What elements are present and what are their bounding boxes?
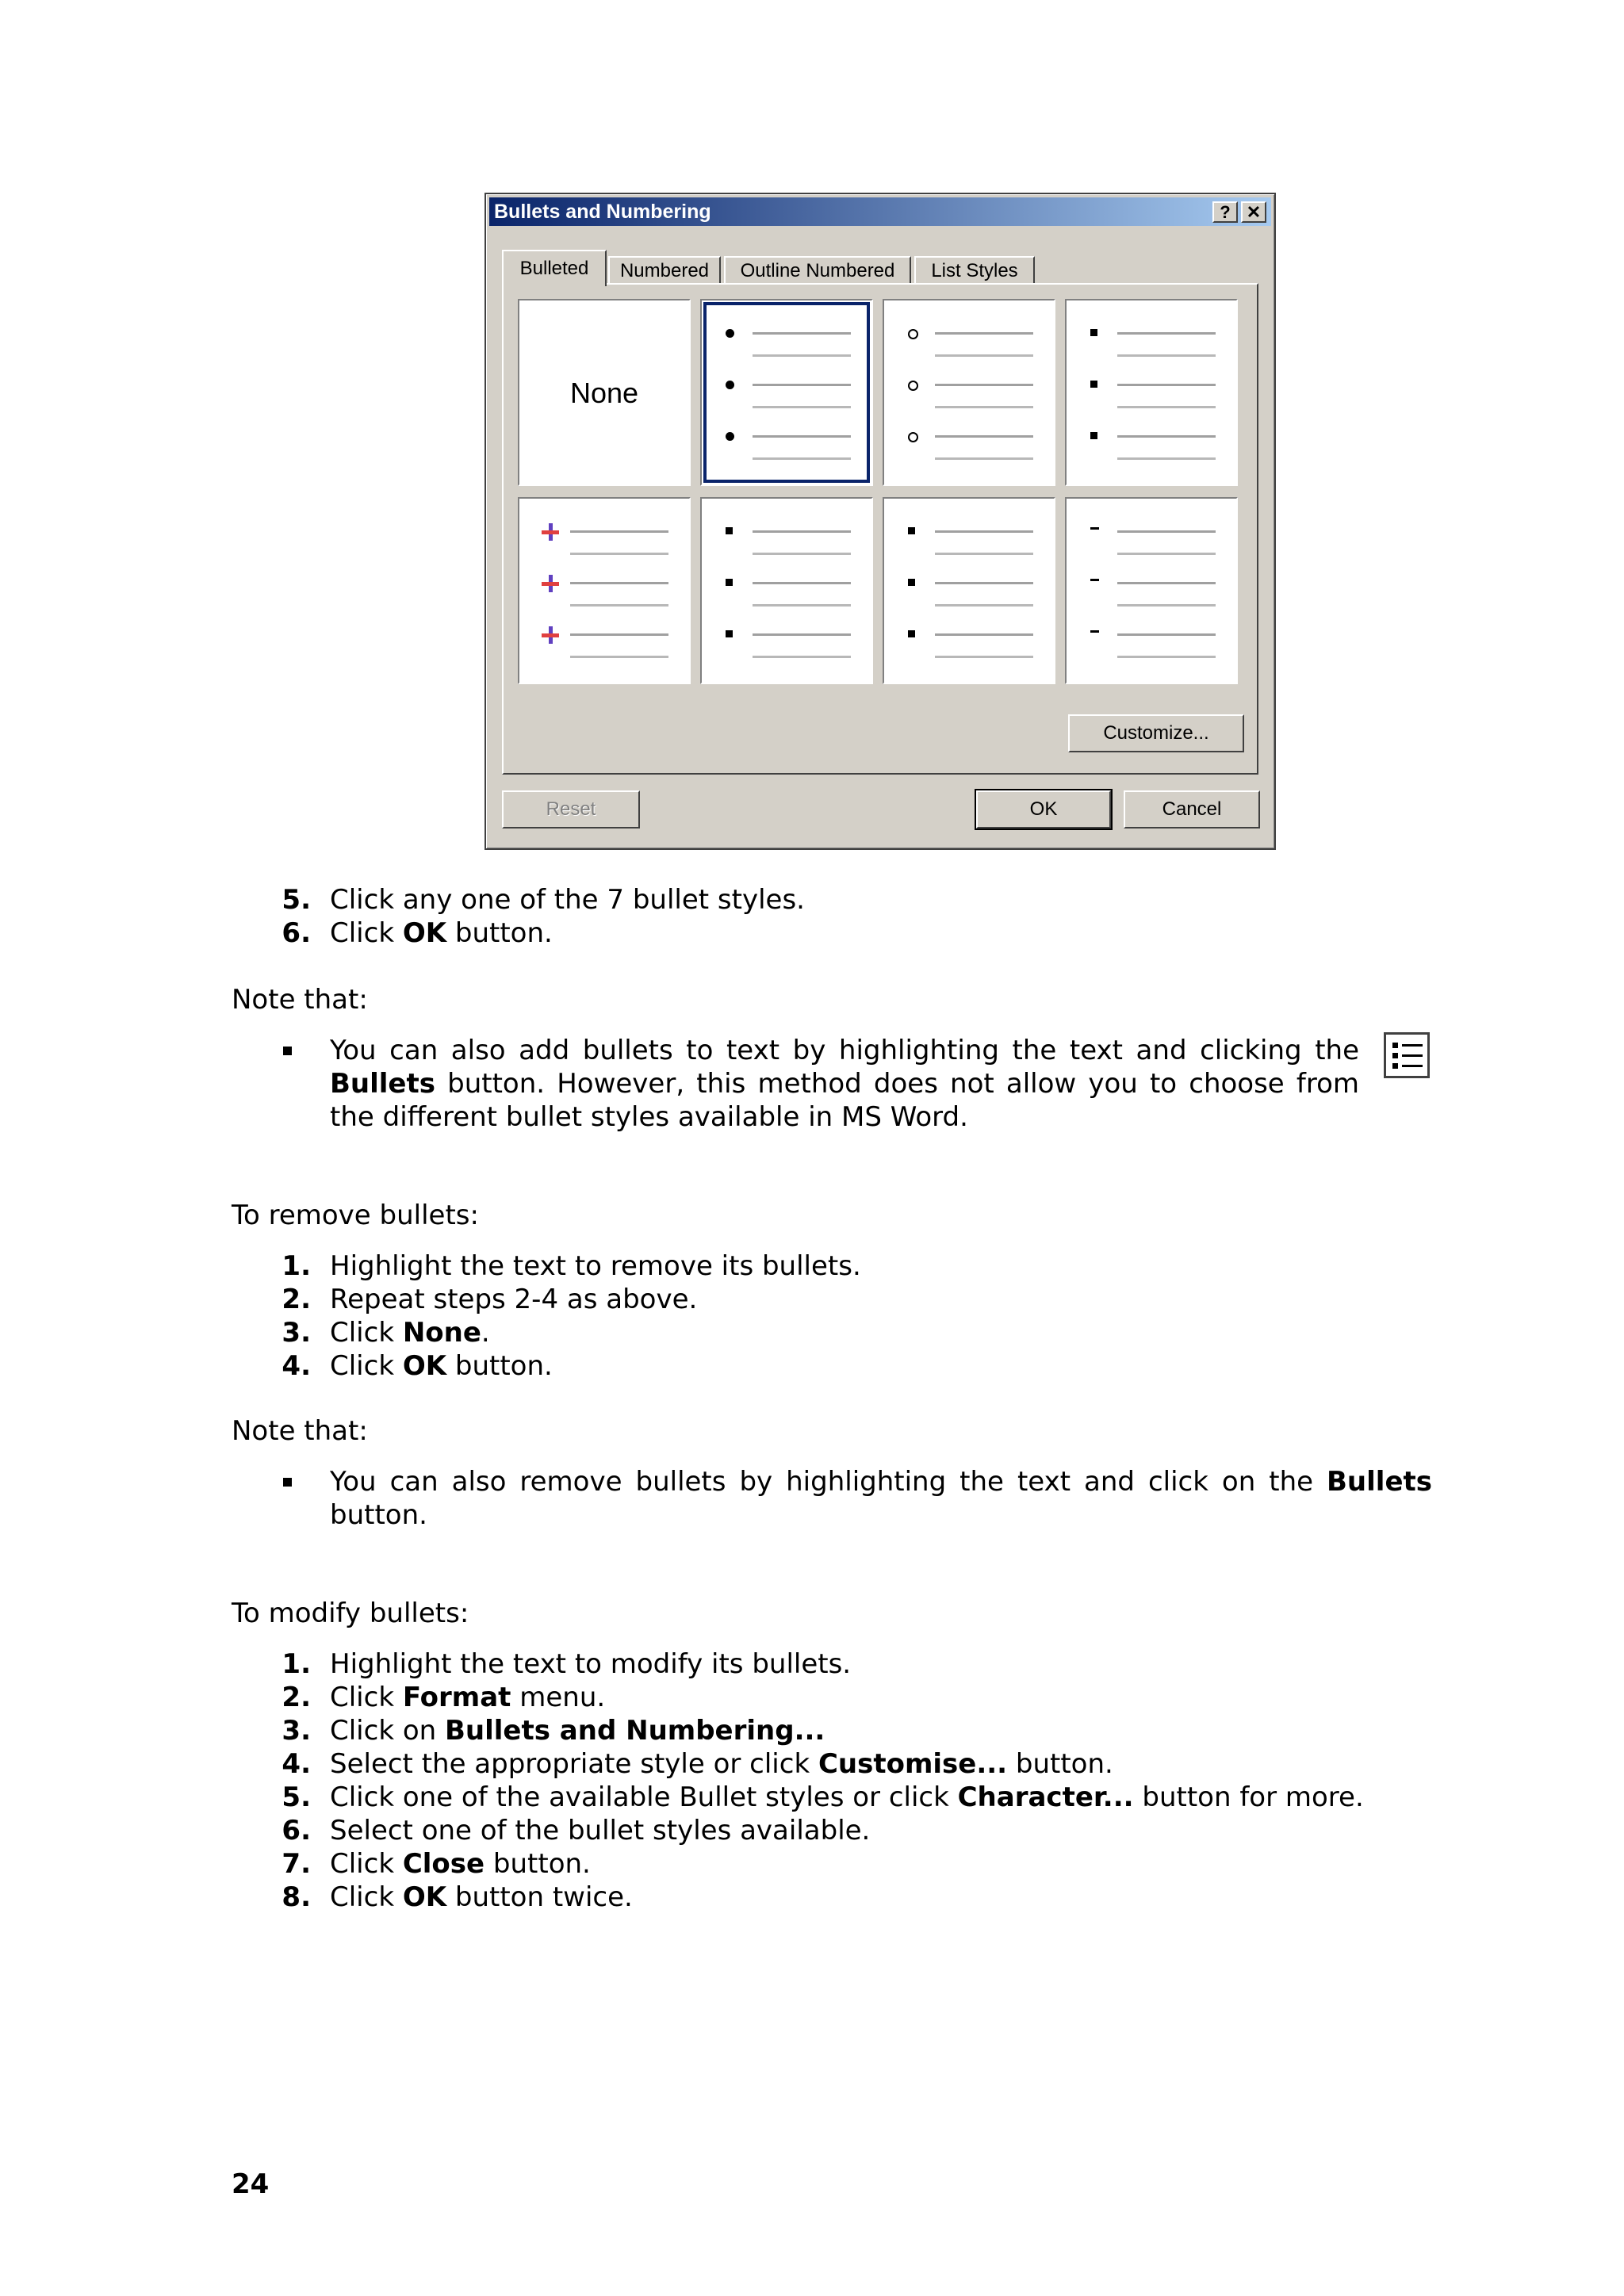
- step-text: [330, 1814, 870, 1847]
- step-text: [330, 1847, 591, 1881]
- text-run: Bullets: [330, 1068, 435, 1100]
- text-line: [753, 656, 851, 658]
- text-run: button.: [1007, 1748, 1113, 1780]
- step-text: [330, 1781, 1364, 1814]
- tab-numbered[interactable]: Numbered: [608, 256, 721, 285]
- step-number: 3.: [282, 1715, 311, 1747]
- bullet-style-square[interactable]: [700, 497, 873, 684]
- step-text: [330, 916, 553, 950]
- text-run: OK: [402, 917, 447, 949]
- bullet-glyph-icon: [1090, 381, 1097, 388]
- note-label-2: Note that:: [232, 1415, 368, 1447]
- customize-button[interactable]: Customize...: [1068, 714, 1244, 752]
- step-number: 8.: [282, 1881, 311, 1913]
- tab-list-styles[interactable]: List Styles: [914, 256, 1035, 285]
- text-line: [1117, 530, 1216, 533]
- step-number: 6.: [282, 1815, 311, 1846]
- text-run: Format: [402, 1682, 511, 1713]
- note-bullet-2: [283, 1478, 292, 1487]
- text-run: Click any one of the 7 bullet styles.: [330, 884, 805, 916]
- bullet-glyph-icon: [908, 432, 918, 442]
- text-run: You can also add bullets to text by highlighting the text and clicking the: [330, 1035, 1359, 1066]
- text-line: [1117, 435, 1216, 438]
- text-run: button.: [446, 1350, 553, 1382]
- text-line: [753, 457, 851, 460]
- text-line: [570, 633, 668, 636]
- text-line: [753, 384, 851, 386]
- text-line: [935, 633, 1033, 636]
- step-number: 4.: [282, 1748, 311, 1780]
- bullet-glyph-icon: [908, 329, 918, 339]
- text-line: [935, 354, 1033, 357]
- text-line: [1117, 553, 1216, 555]
- text-run: Bullets and Numbering...: [444, 1715, 825, 1747]
- text-run: button.: [330, 1499, 427, 1531]
- text-line: [1117, 582, 1216, 584]
- bullet-style-square-alt[interactable]: [883, 497, 1055, 684]
- text-line: [1117, 457, 1216, 460]
- text-run: Customise...: [818, 1748, 1008, 1780]
- bullet-glyph-icon: [542, 523, 559, 541]
- text-run: Click: [330, 917, 403, 949]
- bullet-style-none[interactable]: [518, 299, 691, 486]
- text-run: button. However, this method does not allow you to choose from the different bullet styles available in MS Word.: [330, 1068, 1359, 1133]
- text-line: [753, 553, 851, 555]
- bullet-style-dash[interactable]: [1065, 497, 1238, 684]
- note-remove-bullets-text: [330, 1465, 1432, 1532]
- text-line: [1117, 384, 1216, 386]
- bullet-glyph-icon: [1090, 432, 1097, 439]
- text-line: [1117, 656, 1216, 658]
- bullet-glyph-icon: [726, 381, 734, 389]
- text-line: [1117, 354, 1216, 357]
- text-run: .: [481, 1317, 490, 1349]
- bullet-glyph-icon: [542, 575, 559, 592]
- step-number: 4.: [282, 1350, 311, 1382]
- text-line: [753, 604, 851, 607]
- note-add-bullets-text: [330, 1034, 1359, 1134]
- step-text: [330, 1249, 861, 1283]
- text-line: [1117, 332, 1216, 335]
- step-number: 5.: [282, 884, 311, 916]
- text-line: [753, 633, 851, 636]
- bullet-glyph-icon: [908, 527, 915, 534]
- text-line: [1117, 406, 1216, 408]
- step-number: 6.: [282, 917, 311, 949]
- step-text: [330, 883, 805, 916]
- none-label: None: [569, 377, 639, 409]
- bullet-style-hollow-circle[interactable]: [883, 299, 1055, 486]
- text-line: [935, 457, 1033, 460]
- text-run: Click: [330, 1682, 403, 1713]
- text-line: [935, 435, 1033, 438]
- text-line: [1117, 633, 1216, 636]
- text-run: Click: [330, 1350, 403, 1382]
- note-label: Note that:: [232, 984, 368, 1016]
- bullet-glyph-icon: [1090, 630, 1099, 633]
- bulleted-list-icon: [1384, 1032, 1430, 1078]
- text-run: Click: [330, 1848, 403, 1880]
- text-line: [1117, 604, 1216, 607]
- step-text: [330, 1881, 633, 1914]
- cancel-button[interactable]: Cancel: [1124, 790, 1260, 828]
- step-text: [330, 1283, 697, 1316]
- close-button[interactable]: ✕: [1241, 201, 1266, 223]
- remove-heading: To remove bullets:: [232, 1200, 479, 1231]
- text-run: Click: [330, 1881, 403, 1913]
- bullet-style-star-cross[interactable]: [518, 497, 691, 684]
- step-number: 3.: [282, 1317, 311, 1349]
- text-line: [570, 553, 668, 555]
- bullet-glyph-icon: [726, 630, 733, 637]
- bullet-glyph-icon: [542, 626, 559, 644]
- dialog-titlebar[interactable]: [489, 197, 1271, 226]
- text-line: [935, 656, 1033, 658]
- text-line: [935, 604, 1033, 607]
- text-line: [935, 582, 1033, 584]
- bulleted-panel: [502, 283, 1258, 775]
- bullet-glyph-icon: [726, 432, 734, 441]
- text-run: Close: [402, 1848, 485, 1880]
- note-bullet: [283, 1047, 292, 1055]
- bullet-glyph-icon: [908, 381, 918, 391]
- text-line: [753, 530, 851, 533]
- bullet-style-filled-circle[interactable]: [700, 299, 873, 486]
- text-line: [753, 354, 851, 357]
- text-run: Highlight the text to remove its bullets.: [330, 1250, 861, 1282]
- text-run: button.: [446, 917, 553, 949]
- tab-outline-numbered[interactable]: Outline Numbered: [724, 256, 911, 285]
- text-line: [935, 553, 1033, 555]
- step-text: [330, 1647, 851, 1681]
- text-run: Character...: [957, 1781, 1134, 1813]
- bullet-glyph-icon: [726, 329, 734, 338]
- step-text: [330, 1747, 1113, 1781]
- text-line: [935, 384, 1033, 386]
- text-run: Click one of the available Bullet styles or click: [330, 1781, 958, 1813]
- bullet-glyph-icon: [726, 527, 733, 534]
- text-run: You can also remove bullets by highlighting the text and click on the: [330, 1466, 1327, 1498]
- tab-bulleted[interactable]: Bulleted: [502, 250, 607, 286]
- step-text: [330, 1316, 490, 1349]
- text-run: Select the appropriate style or click: [330, 1748, 818, 1780]
- bullets-and-numbering-dialog: [485, 193, 1276, 850]
- bullet-glyph-icon: [726, 579, 733, 586]
- bullet-glyph-icon: [908, 579, 915, 586]
- step-number: 2.: [282, 1284, 311, 1315]
- text-line: [753, 332, 851, 335]
- page-number: 24: [232, 2168, 270, 2200]
- text-run: Repeat steps 2-4 as above.: [330, 1284, 698, 1315]
- text-line: [935, 530, 1033, 533]
- text-line: [935, 406, 1033, 408]
- text-line: [570, 582, 668, 584]
- step-number: 1.: [282, 1250, 311, 1282]
- bullet-glyph-icon: [908, 630, 915, 637]
- text-line: [570, 604, 668, 607]
- text-run: Bullets: [1327, 1466, 1432, 1498]
- bullet-style-small-square[interactable]: [1065, 299, 1238, 486]
- text-run: menu.: [511, 1682, 606, 1713]
- text-run: Click on: [330, 1715, 445, 1747]
- reset-button[interactable]: Reset: [502, 790, 640, 828]
- text-run: button for more.: [1133, 1781, 1364, 1813]
- step-text: [330, 1349, 553, 1383]
- step-text: [330, 1714, 825, 1747]
- step-number: 2.: [282, 1682, 311, 1713]
- step-number: 7.: [282, 1848, 311, 1880]
- text-run: OK: [402, 1881, 447, 1913]
- text-run: Select one of the bullet styles available.: [330, 1815, 871, 1846]
- text-line: [753, 406, 851, 408]
- text-line: [935, 332, 1033, 335]
- text-run: None: [402, 1317, 481, 1349]
- dialog-title: Bullets and Numbering: [494, 200, 711, 223]
- text-run: button.: [485, 1848, 591, 1880]
- bullet-glyph-icon: [1090, 329, 1097, 336]
- text-run: Highlight the text to modify its bullets.: [330, 1648, 852, 1680]
- modify-heading: To modify bullets:: [232, 1598, 469, 1629]
- ok-button[interactable]: OK: [976, 790, 1111, 828]
- text-line: [570, 656, 668, 658]
- text-line: [753, 435, 851, 438]
- text-line: [570, 530, 668, 533]
- text-run: OK: [402, 1350, 447, 1382]
- step-number: 1.: [282, 1648, 311, 1680]
- text-run: button twice.: [446, 1881, 633, 1913]
- step-number: 5.: [282, 1781, 311, 1813]
- help-button[interactable]: ?: [1212, 201, 1238, 223]
- step-text: [330, 1681, 605, 1714]
- bullet-glyph-icon: [1090, 579, 1099, 581]
- bullet-glyph-icon: [1090, 527, 1099, 530]
- text-run: Click: [330, 1317, 403, 1349]
- text-line: [753, 582, 851, 584]
